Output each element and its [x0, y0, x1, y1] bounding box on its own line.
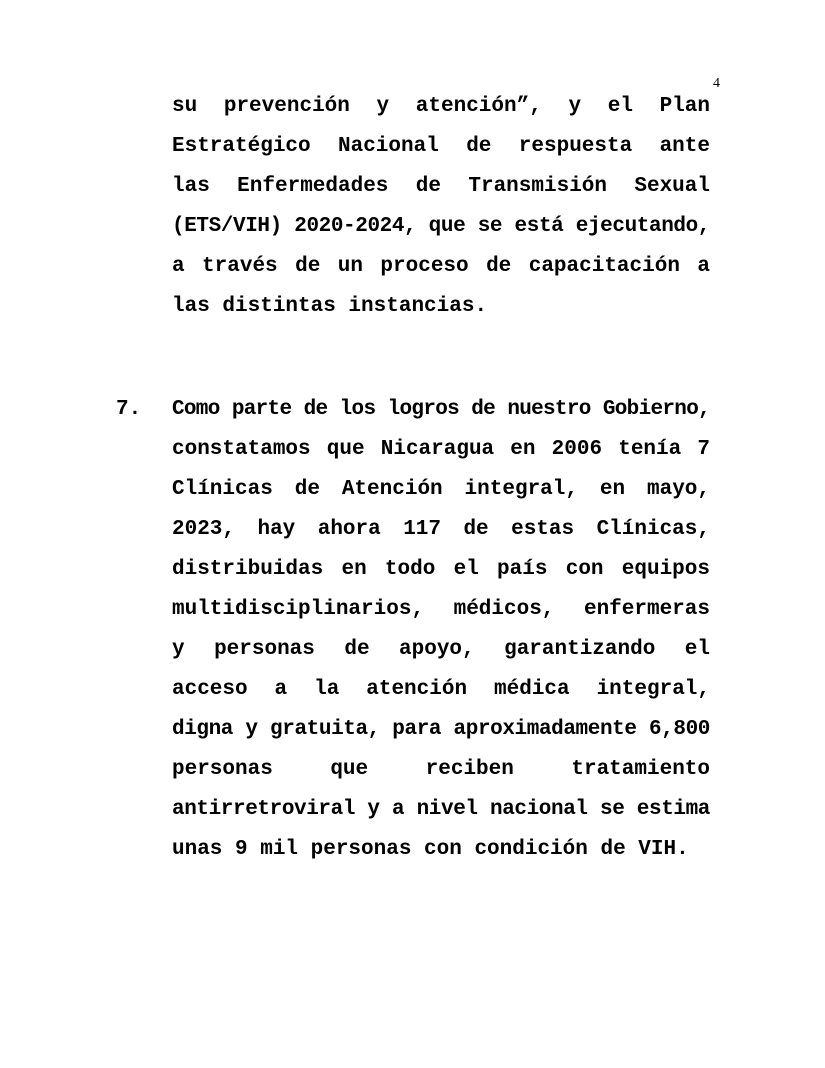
item-line: distribuidas en todo el país con equipos: [172, 558, 710, 581]
item-line: y personas de apoyo, garantizando el: [172, 638, 710, 661]
item-line: acceso a la atención médica integral,: [172, 678, 710, 701]
item-line: Clínicas de Atención integral, en mayo,: [172, 478, 710, 501]
item-line: antirretroviral y a nivel nacional se estima: [172, 798, 710, 821]
page-number: 4: [713, 76, 720, 91]
item-line: digna y gratuita, para aproximadamente 6,800: [172, 718, 710, 741]
paragraph-line: (ETS/VIH) 2020-2024, que se está ejecutando,: [172, 215, 710, 238]
paragraph-line: su prevención y atención”, y el Plan: [172, 95, 710, 118]
paragraph-line: las distintas instancias.: [172, 295, 488, 318]
item-line: 2023, hay ahora 117 de estas Clínicas,: [172, 518, 710, 541]
item-line: constatamos que Nicaragua en 2006 tenía 7: [172, 438, 710, 461]
paragraph-line: las Enfermedades de Transmisión Sexual: [172, 175, 710, 198]
item-line: unas 9 mil personas con condición de VIH.: [172, 838, 689, 861]
item-line: multidisciplinarios, médicos, enfermeras: [172, 598, 710, 621]
paragraph-line: a través de un proceso de capacitación a: [172, 255, 710, 278]
paragraph-line: Estratégico Nacional de respuesta ante: [172, 135, 710, 158]
item-line: Como parte de los logros de nuestro Gobierno,: [172, 398, 710, 421]
item-number: 7.: [116, 398, 142, 421]
item-line: personas que reciben tratamiento: [172, 758, 710, 781]
